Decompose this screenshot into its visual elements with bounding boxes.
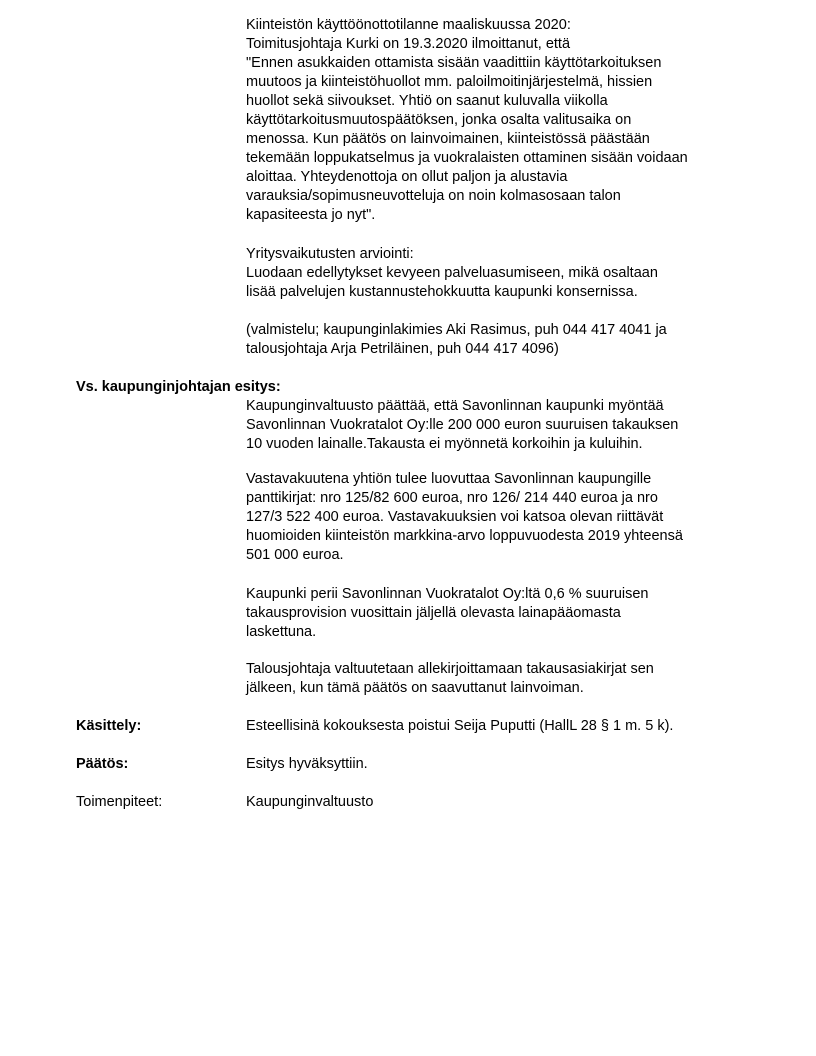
toimenpiteet-label: Toimenpiteet: xyxy=(76,794,163,810)
kasittely-text: Esteellisinä kokouksesta poistui Seija Puputti (HallL 28 § 1 m. 5 k). xyxy=(246,718,674,734)
kayttoonotto-paragraph: Kiinteistön käyttöönottotilanne maaliskuussa 2020: Toimitusjohtaja Kurki on 19.3.2020 ilmoittanut, että "Ennen asukkaiden ottamista sisään vaadittiin käyttötarkoituksen muutoos ja kiinteistöhuollot mm. paloilmoitinjärjestelmä, hissien huollot sekä siivoukset. Yhtiö on saanut kuluvalla viikolla käyttötarkoitusmuutospäätöksen, jonka osalta valitusaika on menossa. Kun päätös on lainvoimainen, kiinteistössä päästään tekemään loppukatselmus ja vuokralaisten ottaminen sisään voidaan aloittaa. Yhteydenottoja on ollut paljon ja alustavia varauksia/sopimusneuvotteluja on noin kolmasosaan talon kapasiteesta jo nyt". xyxy=(246,17,688,223)
yritysvaikutukset-paragraph: Yritysvaikutusten arviointi: Luodaan edellytykset kevyeen palveluasumiseen, mikä osaltaan lisää palvelujen kustannustehokkuutta kaupunki konsernissa. xyxy=(246,246,658,300)
esitys-paragraph-3: Kaupunki perii Savonlinnan Vuokratalot Oy:ltä 0,6 % suuruisen takausprovision vuosittain jäljellä olevasta lainapääomasta laskettuna. xyxy=(246,586,649,640)
valmistelu-paragraph: (valmistelu; kaupunginlakimies Aki Rasimus, puh 044 417 4041 ja talousjohtaja Arja Petriläinen, puh 044 417 4096) xyxy=(246,322,667,357)
esitys-paragraph-1: Kaupunginvaltuusto päättää, että Savonlinnan kaupunki myöntää Savonlinnan Vuokratalot Oy:lle 200 000 euron suuruisen takauksen 10 vuoden lainalle.Takausta ei myönnetä korkoihin ja kuluihin. xyxy=(246,398,679,452)
paatos-label: Päätös: xyxy=(76,756,129,772)
esitys-paragraph-4: Talousjohtaja valtuutetaan allekirjoittamaan takausasiakirjat sen jälkeen, kun tämä päätös on saavuttanut lainvoiman. xyxy=(246,661,654,696)
kasittely-label: Käsittely: xyxy=(76,718,142,734)
esitys-paragraph-2: Vastavakuutena yhtiön tulee luovuttaa Savonlinnan kaupungille panttikirjat: nro 125/82 600 euroa, nro 126/ 214 440 euroa ja nro 127/3 522 400 euroa. Vastavakuuksien voi katsoa olevan riittävät huomioiden kiinteistön markkina-arvo loppuvuodesta 2019 yhteensä 501 000 euroa. xyxy=(246,471,683,563)
toimenpiteet-text: Kaupunginvaltuusto xyxy=(246,794,374,810)
paatos-text: Esitys hyväksyttiin. xyxy=(246,756,368,772)
esitys-heading: Vs. kaupunginjohtajan esitys: xyxy=(76,379,281,395)
